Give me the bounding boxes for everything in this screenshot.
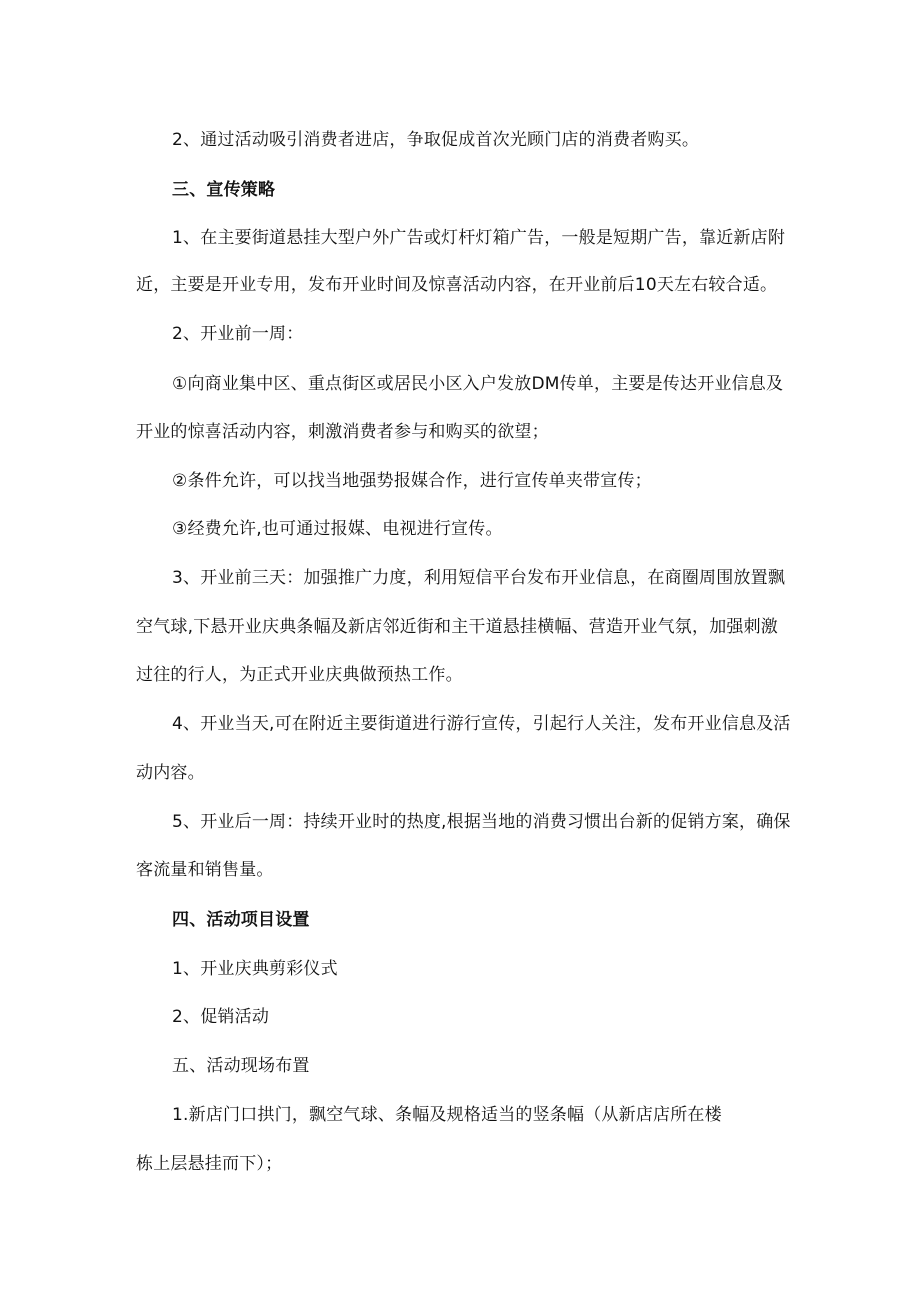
- section-heading-activity-items: 四、活动项目设置: [172, 910, 310, 930]
- paragraph-dm-flyers-line1: ①向商业集中区、重点街区或居民小区入户发放DM传单，主要是传达开业信息及: [172, 374, 784, 394]
- paragraph-week-after-line1: 5、开业后一周：持续开业时的热度,根据当地的消费习惯出台新的促销方案，确保: [172, 812, 791, 832]
- paragraph-promotions: 2、促销活动: [172, 1007, 270, 1027]
- paragraph-week-before: 2、开业前一周：: [172, 324, 304, 344]
- paragraph-week-after-line2: 客流量和销售量。: [136, 860, 274, 880]
- paragraph-outdoor-ads-line1: 1、在主要街道悬挂大型户外广告或灯杆灯箱广告，一般是短期广告，靠近新店附: [172, 228, 786, 248]
- paragraph-entrance-arch-line2: 栋上层悬挂而下）；: [136, 1154, 283, 1174]
- paragraph-outdoor-ads-line2: 近，主要是开业专用，发布开业时间及惊喜活动内容，在开业前后10天左右较合适。: [136, 275, 778, 295]
- paragraph-goal-2: 2、通过活动吸引消费者进店，争取促成首次光顾门店的消费者购买。: [172, 130, 700, 150]
- paragraph-three-days-before-line2: 空气球,下悬开业庆典条幅及新店邻近街和主干道悬挂横幅、营造开业气氛，加强刺激: [136, 617, 779, 637]
- paragraph-opening-day-line1: 4、开业当天,可在附近主要街道进行游行宣传，引起行人关注，发布开业信息及活: [172, 714, 791, 734]
- section-heading-promotion-strategy: 三、宣传策略: [172, 180, 276, 200]
- paragraph-three-days-before-line1: 3、开业前三天：加强推广力度，利用短信平台发布开业信息，在商圈周围放置飘: [172, 568, 786, 588]
- paragraph-entrance-arch-line1: 1.新店门口拱门，飘空气球、条幅及规格适当的竖条幅（从新店店所在楼: [172, 1105, 722, 1125]
- paragraph-newspaper-insert: ②条件允许，可以找当地强势报媒合作，进行宣传单夹带宣传；: [172, 471, 652, 491]
- paragraph-media-promotion: ③经费允许,也可通过报媒、电视进行宣传。: [172, 519, 503, 539]
- paragraph-ribbon-cutting: 1、开业庆典剪彩仪式: [172, 959, 338, 979]
- paragraph-dm-flyers-line2: 开业的惊喜活动内容，刺激消费者参与和购买的欲望；: [136, 422, 549, 442]
- paragraph-three-days-before-line3: 过往的行人，为正式开业庆典做预热工作。: [136, 665, 463, 685]
- paragraph-opening-day-line2: 动内容。: [136, 763, 205, 783]
- section-heading-venue-layout: 五、活动现场布置: [172, 1056, 310, 1076]
